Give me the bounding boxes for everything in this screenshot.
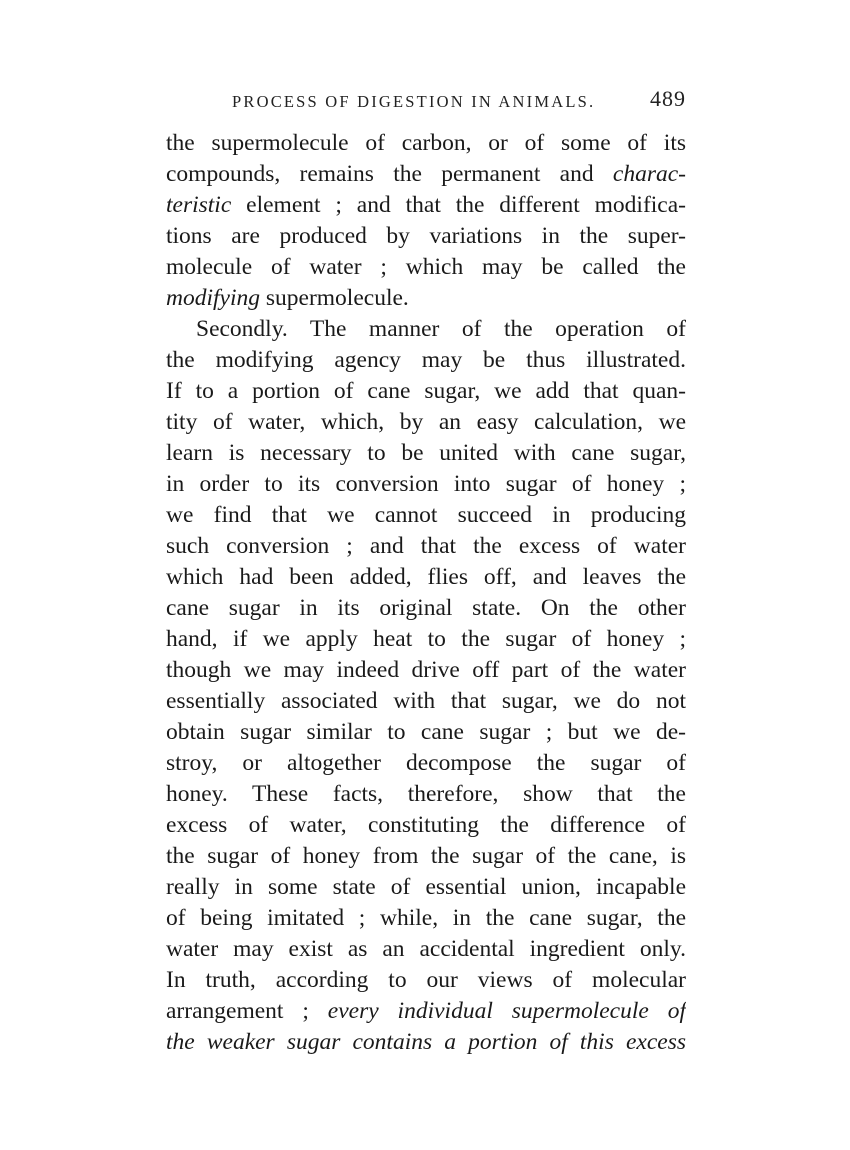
text-segment: obtain sugar similar to cane sugar ; but we de- (166, 719, 686, 745)
text-line (166, 345, 686, 376)
text-segment: the sugar of honey from the sugar of the cane, is (166, 843, 686, 869)
text-line (166, 593, 686, 624)
text-segment: though we may indeed drive off part of the water (166, 657, 686, 683)
text-line (166, 252, 686, 283)
text-line (166, 810, 686, 841)
text-segment: water may exist as an accidental ingredient only. (166, 936, 686, 962)
italic-text: modifying (166, 285, 260, 311)
text-line (166, 903, 686, 934)
text-segment: such conversion ; and that the excess of water (166, 533, 686, 559)
text-segment: tity of water, which, by an easy calculation, we (166, 409, 686, 435)
italic-text: every individual supermolecule of (327, 998, 686, 1024)
text-line (166, 159, 686, 190)
text-segment: molecule of water ; which may be called the (166, 254, 686, 280)
text-segment: in order to its conversion into sugar of honey ; (166, 471, 686, 497)
text-line (166, 841, 686, 872)
text-segment: tions are produced by variations in the super- (166, 223, 686, 249)
text-line (166, 500, 686, 531)
text-line (166, 221, 686, 252)
text-line (166, 779, 686, 810)
text-segment: If to a portion of cane sugar, we add that quan- (166, 378, 686, 404)
text-line (166, 965, 686, 996)
text-segment: we find that we cannot succeed in producing (166, 502, 686, 528)
text-line (166, 531, 686, 562)
text-line (166, 314, 686, 345)
text-line (166, 717, 686, 748)
text-line (166, 934, 686, 965)
text-segment: In truth, according to our views of molecular (166, 967, 686, 993)
text-segment: learn is necessary to be united with cane sugar, (166, 440, 686, 466)
italic-text: teristic (166, 192, 232, 218)
text-segment: compounds, remains the permanent and (166, 161, 613, 187)
italic-text: charac- (612, 161, 686, 187)
text-segment: essentially associated with that sugar, we do not (166, 688, 686, 714)
text-line (166, 996, 686, 1027)
text-line (166, 686, 686, 717)
text-segment: stroy, or altogether decompose the sugar of (166, 750, 686, 776)
text-line (166, 190, 686, 221)
running-head-title: PROCESS OF DIGESTION IN ANIMALS. (232, 92, 596, 111)
text-segment: really in some state of essential union, incapable (166, 874, 686, 900)
text-line (166, 562, 686, 593)
text-line (166, 283, 686, 314)
text-segment: the supermolecule of carbon, or of some of its (166, 130, 686, 156)
text-segment: honey. These facts, therefore, show that the (166, 781, 686, 807)
text-line (166, 376, 686, 407)
text-segment: arrangement ; (166, 998, 328, 1024)
text-segment: hand, if we apply heat to the sugar of honey ; (166, 626, 686, 652)
body-text (166, 128, 686, 1058)
page-number: 489 (650, 86, 686, 111)
running-head (166, 86, 686, 116)
text-line (166, 655, 686, 686)
text-segment: Secondly. The manner of the operation of (196, 316, 686, 342)
text-segment: supermolecule. (260, 285, 409, 311)
text-segment: of being imitated ; while, in the cane sugar, the (166, 905, 686, 931)
italic-text: the weaker sugar contains a portion of this excess (166, 1029, 686, 1055)
text-line (166, 748, 686, 779)
text-segment: the modifying agency may be thus illustrated. (166, 347, 686, 373)
text-segment: cane sugar in its original state. On the other (166, 595, 686, 621)
text-segment: which had been added, flies off, and leaves the (166, 564, 686, 590)
text-line (166, 128, 686, 159)
text-line (166, 1027, 686, 1058)
text-line (166, 407, 686, 438)
text-line (166, 438, 686, 469)
text-line (166, 872, 686, 903)
text-line (166, 469, 686, 500)
text-segment: element ; and that the different modifica- (231, 192, 686, 218)
text-segment: excess of water, constituting the difference of (166, 812, 686, 838)
text-line (166, 624, 686, 655)
